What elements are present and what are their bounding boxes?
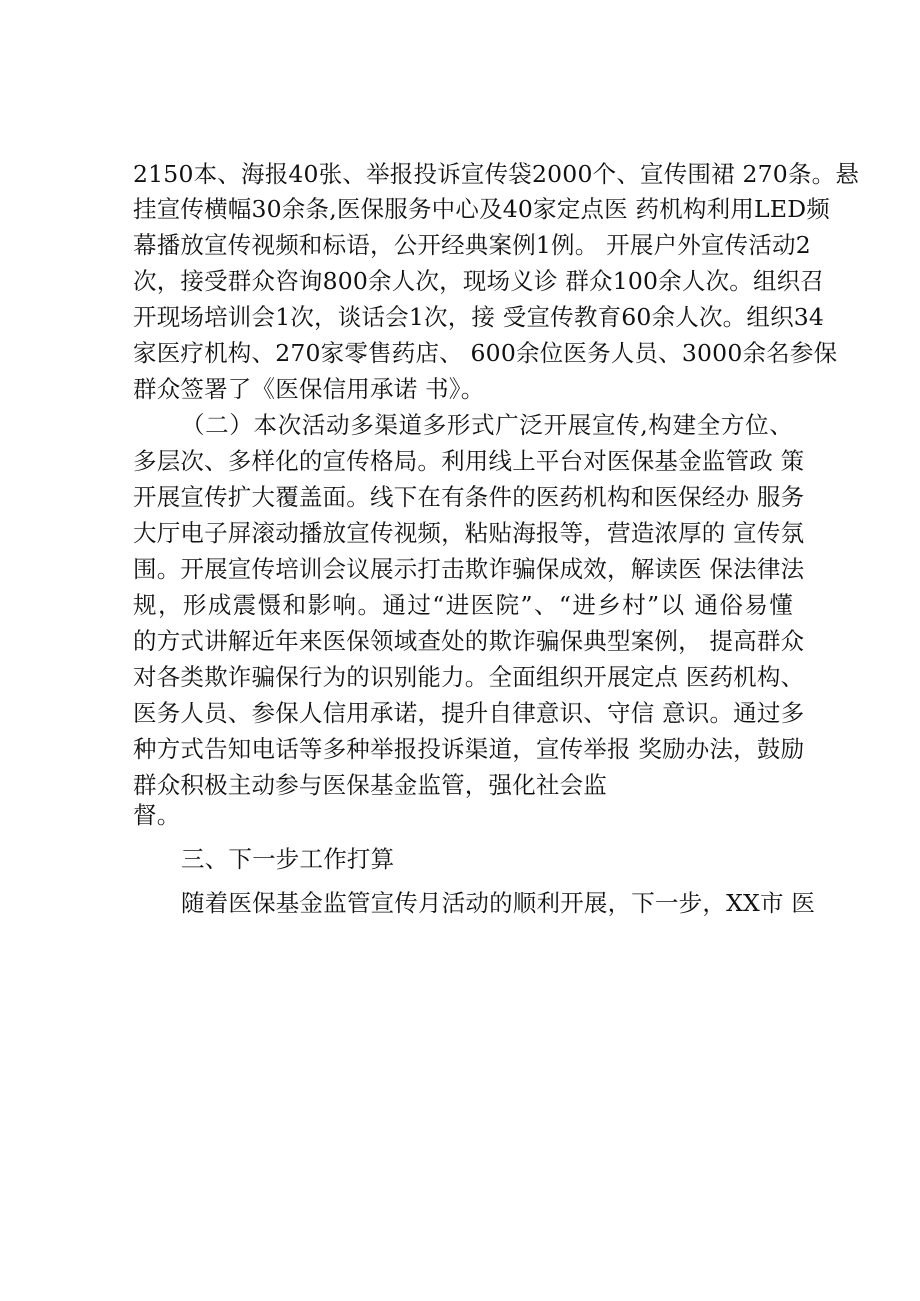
paragraph-line: 挂宣传横幅30余条,医保服务中心及40家定点医 药机构利用LED频 bbox=[133, 195, 830, 223]
paragraph-line: 对各类欺诈骗保行为的识别能力。全面组织开展定点 医药机构、 bbox=[133, 663, 805, 691]
paragraph-line: 督。 bbox=[133, 801, 181, 829]
paragraph-line: 2150本、海报40张、举报投诉宣传袋2000个、宣传围裙 270条。悬 bbox=[133, 160, 860, 188]
paragraph-line: 规，形成震慑和影响。通过“进医院”、“进乡村”以 通俗易懂 bbox=[133, 591, 793, 619]
paragraph-line: 围。开展宣传培训会议展示打击欺诈骗保成效，解读医 保法律法 bbox=[133, 555, 805, 583]
paragraph-line: 的方式讲解近年来医保领域查处的欺诈骗保典型案例， 提高群众 bbox=[133, 627, 805, 655]
paragraph-line: 群众积极主动参与医保基金监管，强化社会监 bbox=[133, 771, 607, 799]
paragraph-line: 幕播放宣传视频和标语，公开经典案例1例。 开展户外宣传活动2 bbox=[133, 231, 811, 259]
paragraph-line: 种方式告知电话等多种举报投诉渠道，宣传举报 奖励办法，鼓励 bbox=[133, 735, 805, 763]
paragraph-line: 群众签署了《医保信用承诺 书》。 bbox=[133, 375, 485, 403]
paragraph-line: 家医疗机构、270家零售药店、 600余位医务人员、3000余名参保 bbox=[133, 339, 838, 367]
paragraph-line: 开现场培训会1次，谈话会1次，接 受宣传教育60余人次。组织34 bbox=[133, 303, 825, 331]
paragraph-line: 医务人员、参保人信用承诺，提升自律意识、守信 意识。通过多 bbox=[133, 699, 805, 727]
paragraph-line: 大厅电子屏滚动播放宣传视频，粘贴海报等，营造浓厚的 宣传氛 bbox=[133, 519, 805, 547]
paragraph-line: 多层次、多样化的宣传格局。利用线上平台对医保基金监管政 策 bbox=[133, 447, 805, 475]
section-heading: 三、下一步工作打算 bbox=[181, 845, 395, 873]
paragraph-line: 随着医保基金监管宣传月活动的顺利开展，下一步，XX市 医 bbox=[181, 889, 816, 917]
paragraph-line: 开展宣传扩大覆盖面。线下在有条件的医药机构和医保经办 服务 bbox=[133, 483, 805, 511]
paragraph-line: 次，接受群众咨询800余人次，现场义诊 群众100余人次。组织召 bbox=[133, 267, 825, 295]
section-paragraph-start: （二）本次活动多渠道多形式广泛开展宣传,构建全方位、 bbox=[181, 411, 793, 439]
